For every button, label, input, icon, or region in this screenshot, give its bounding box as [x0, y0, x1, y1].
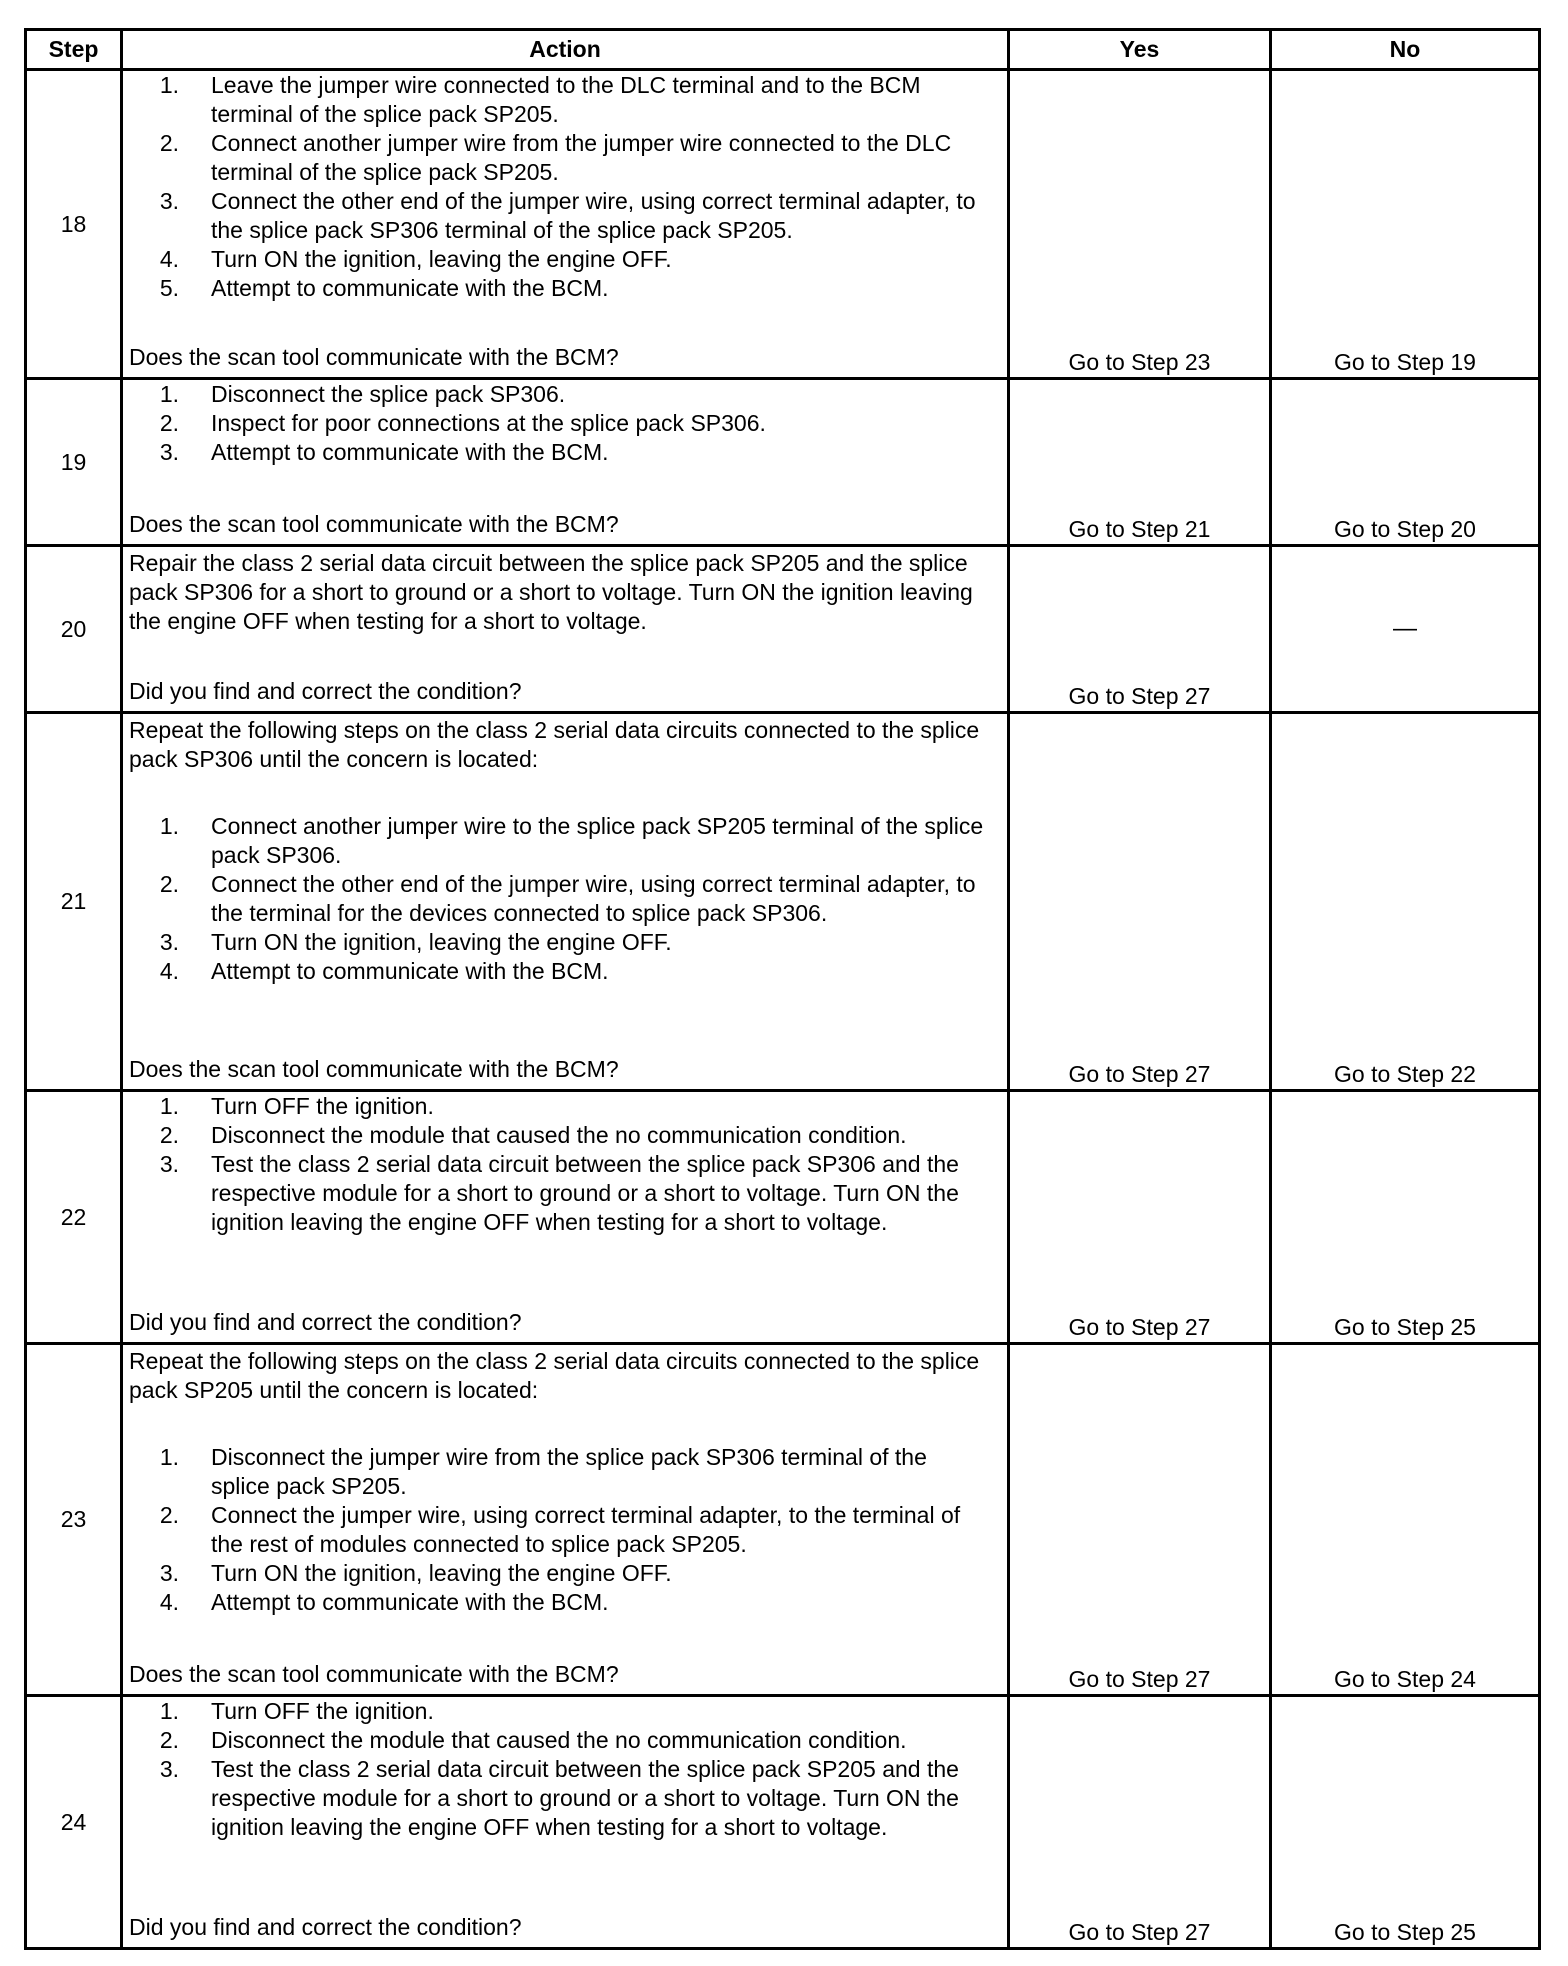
list-item — [123, 1726, 991, 1755]
no-result: Go to Step 24 — [1271, 1344, 1540, 1696]
step-item-number: 3. — [159, 1756, 179, 1782]
yes-result: Go to Step 27 — [1009, 713, 1271, 1091]
list-item — [123, 1443, 991, 1501]
action-cell — [122, 1696, 1009, 1949]
step-number: 22 — [26, 1091, 122, 1344]
step-number: 20 — [26, 546, 122, 713]
step-item-text: Attempt to communicate with the BCM. — [211, 275, 609, 301]
step-item-number: 3. — [159, 1151, 179, 1177]
list-item — [123, 1755, 991, 1842]
action-cell — [122, 379, 1009, 546]
no-result: Go to Step 25 — [1271, 1696, 1540, 1949]
step-item-text: Turn OFF the ignition. — [211, 1698, 434, 1724]
header-no: No — [1271, 30, 1540, 70]
list-item — [123, 187, 991, 245]
action-steps — [123, 71, 1007, 303]
step-item-text: Test the class 2 serial data circuit between the splice pack SP306 and the respective module for a short to ground or a short to voltage. Turn ON the ignition leaving the engine OFF when testing for a short to voltage. — [211, 1151, 959, 1235]
list-item — [123, 1121, 991, 1150]
step-item-number: 5. — [159, 275, 179, 301]
step-item-text: Inspect for poor connections at the splice pack SP306. — [211, 410, 766, 436]
list-item — [123, 1559, 991, 1588]
header-step: Step — [26, 30, 122, 70]
step-item-number: 4. — [159, 246, 179, 272]
header-row — [26, 30, 1540, 70]
step-item-text: Attempt to communicate with the BCM. — [211, 958, 609, 984]
action-intro: Repeat the following steps on the class 2 serial data circuits connected to the splice pack SP306 until the concern is located: — [129, 717, 980, 772]
action-cell — [122, 1091, 1009, 1344]
table-row — [26, 379, 1540, 546]
action-question: Did you find and correct the condition? — [129, 1309, 522, 1335]
step-item-number: 1. — [159, 72, 179, 98]
list-item — [123, 870, 991, 928]
step-item-number: 3. — [159, 1560, 179, 1586]
list-item — [123, 957, 991, 986]
step-item-number: 2. — [159, 1122, 179, 1148]
step-item-text: Turn ON the ignition, leaving the engine OFF. — [211, 246, 672, 272]
step-item-text: Attempt to communicate with the BCM. — [211, 1589, 609, 1615]
step-item-text: Turn ON the ignition, leaving the engine OFF. — [211, 929, 672, 955]
step-item-number: 2. — [159, 1727, 179, 1753]
step-item-text: Attempt to communicate with the BCM. — [211, 439, 609, 465]
step-item-number: 2. — [159, 410, 179, 436]
action-question: Does the scan tool communicate with the BCM? — [129, 1056, 619, 1082]
list-item — [123, 71, 991, 129]
step-item-text: Turn OFF the ignition. — [211, 1093, 434, 1119]
step-number: 21 — [26, 713, 122, 1091]
action-steps — [123, 1092, 1007, 1237]
action-question: Did you find and correct the condition? — [129, 678, 522, 704]
step-item-text: Connect the other end of the jumper wire, using correct terminal adapter, to the splice pack SP306 terminal of the splice pack SP205. — [211, 188, 976, 243]
step-item-text: Disconnect the module that caused the no communication condition. — [211, 1727, 907, 1753]
step-item-number: 3. — [159, 439, 179, 465]
action-question: Does the scan tool communicate with the BCM? — [129, 1661, 619, 1687]
step-item-number: 4. — [159, 958, 179, 984]
step-number: 24 — [26, 1696, 122, 1949]
step-item-text: Disconnect the splice pack SP306. — [211, 381, 566, 407]
step-number: 19 — [26, 379, 122, 546]
list-item — [123, 1150, 991, 1237]
list-item — [123, 1501, 991, 1559]
table-row — [26, 1091, 1540, 1344]
diagnostic-table — [24, 28, 1541, 1950]
yes-result: Go to Step 23 — [1009, 70, 1271, 379]
action-intro: Repeat the following steps on the class 2 serial data circuits connected to the splice pack SP205 until the concern is located: — [129, 1348, 980, 1403]
step-item-number: 1. — [159, 1444, 179, 1470]
list-item — [123, 812, 991, 870]
step-item-text: Connect another jumper wire to the splice pack SP205 terminal of the splice pack SP306. — [211, 813, 984, 868]
list-item — [123, 380, 991, 409]
step-item-number: 3. — [159, 929, 179, 955]
action-question: Does the scan tool communicate with the BCM? — [129, 511, 619, 537]
action-cell — [122, 1344, 1009, 1696]
step-item-text: Test the class 2 serial data circuit between the splice pack SP205 and the respective module for a short to ground or a short to voltage. Turn ON the ignition leaving the engine OFF when testing for a short to voltage. — [211, 1756, 959, 1840]
step-item-text: Leave the jumper wire connected to the DLC terminal and to the BCM terminal of the splice pack SP205. — [211, 72, 921, 127]
list-item — [123, 129, 991, 187]
yes-result: Go to Step 27 — [1009, 1091, 1271, 1344]
action-question: Does the scan tool communicate with the BCM? — [129, 344, 619, 370]
step-item-text: Disconnect the module that caused the no communication condition. — [211, 1122, 907, 1148]
yes-result: Go to Step 27 — [1009, 546, 1271, 713]
step-item-number: 1. — [159, 813, 179, 839]
step-item-text: Connect the other end of the jumper wire, using correct terminal adapter, to the terminal for the devices connected to splice pack SP306. — [211, 871, 976, 926]
step-item-text: Disconnect the jumper wire from the splice pack SP306 terminal of the splice pack SP205. — [211, 1444, 927, 1499]
no-result: Go to Step 22 — [1271, 713, 1540, 1091]
list-item — [123, 409, 991, 438]
step-item-text: Turn ON the ignition, leaving the engine OFF. — [211, 1560, 672, 1586]
action-question: Did you find and correct the condition? — [129, 1914, 522, 1940]
table-row — [26, 713, 1540, 1091]
header-action: Action — [122, 30, 1009, 70]
action-steps — [123, 1697, 1007, 1842]
step-item-number: 3. — [159, 188, 179, 214]
no-result: Go to Step 20 — [1271, 379, 1540, 546]
step-item-number: 2. — [159, 871, 179, 897]
list-item — [123, 1697, 991, 1726]
step-item-number: 2. — [159, 1502, 179, 1528]
step-item-number: 4. — [159, 1589, 179, 1615]
step-item-number: 1. — [159, 381, 179, 407]
table-row — [26, 70, 1540, 379]
step-item-number: 2. — [159, 130, 179, 156]
table-row — [26, 546, 1540, 713]
action-steps — [123, 1443, 1007, 1617]
action-cell — [122, 546, 1009, 713]
yes-result: Go to Step 21 — [1009, 379, 1271, 546]
action-intro: Repair the class 2 serial data circuit between the splice pack SP205 and the splice pack SP306 for a short to ground or a short to voltage. Turn ON the ignition leaving the engine OFF when testing for a short to voltage. — [129, 550, 973, 634]
step-item-text: Connect the jumper wire, using correct terminal adapter, to the terminal of the rest of modules connected to splice pack SP205. — [211, 1502, 961, 1557]
step-number: 23 — [26, 1344, 122, 1696]
action-cell — [122, 70, 1009, 379]
action-steps — [123, 380, 1007, 467]
step-item-text: Connect another jumper wire from the jumper wire connected to the DLC terminal of the splice pack SP205. — [211, 130, 952, 185]
action-cell — [122, 713, 1009, 1091]
step-item-number: 1. — [159, 1698, 179, 1724]
no-result: Go to Step 19 — [1271, 70, 1540, 379]
no-result: — — [1271, 546, 1540, 713]
header-yes: Yes — [1009, 30, 1271, 70]
step-item-number: 1. — [159, 1093, 179, 1119]
no-result: Go to Step 25 — [1271, 1091, 1540, 1344]
list-item — [123, 274, 991, 303]
action-steps — [123, 812, 1007, 986]
table-row — [26, 1696, 1540, 1949]
yes-result: Go to Step 27 — [1009, 1696, 1271, 1949]
table-row — [26, 1344, 1540, 1696]
step-number: 18 — [26, 70, 122, 379]
list-item — [123, 438, 991, 467]
list-item — [123, 245, 991, 274]
list-item — [123, 1588, 991, 1617]
list-item — [123, 1092, 991, 1121]
list-item — [123, 928, 991, 957]
yes-result: Go to Step 27 — [1009, 1344, 1271, 1696]
